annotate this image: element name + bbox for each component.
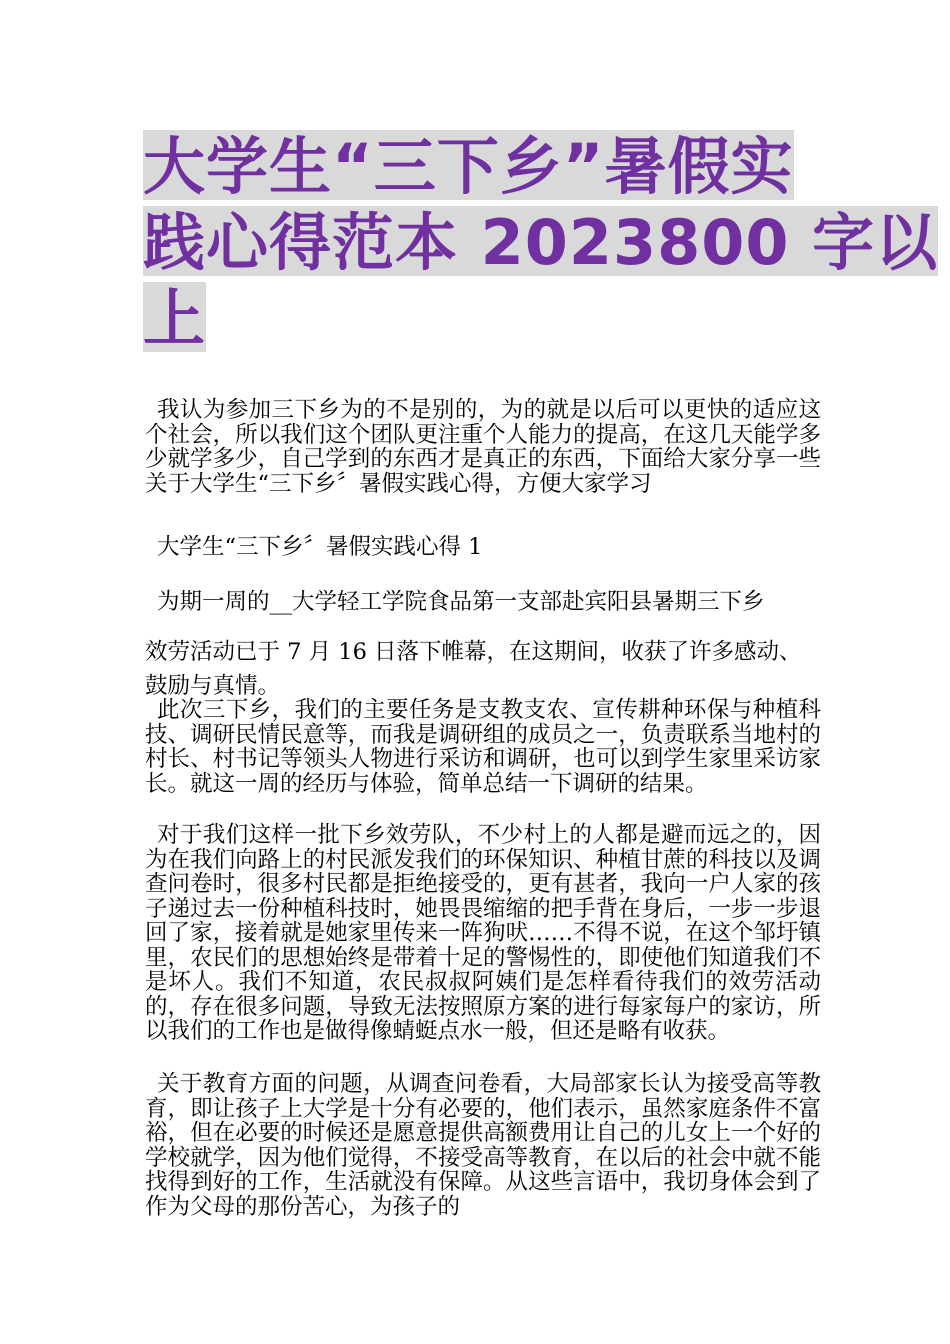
paragraph-1-line-1: 为期一周的__大学轻工学院食品第一支部赴宾阳县暑期三下乡 bbox=[157, 589, 765, 615]
paragraph-4-block bbox=[145, 1072, 821, 1219]
paragraph-3: 对于我们这样一批下乡效劳队，不少村上的人都是避而远之的，因为在我们向路上的村民派发我们的环保知识、种植甘蔗的科技以及调查问卷时，很多村民都是拒绝接受的，更有甚者，我向一户人家的孩子递过去一份种植科技时，她畏畏缩缩的把手背在身后，一步一步退回了家，接着就是她家里传来一阵狗吠……不得不说，在这个邹圩镇里，农民们的思想始终是带着十足的警惕性的，即使他们知道我们不是坏人。我们不知道，农民叔叔阿姨们是怎样看待我们的效劳活动的，存在很多问题，导致无法按照原方案的进行每家每户的家访，所以我们的工作也是做得像蜻蜓点水一般，但还是略有收获。 bbox=[145, 822, 821, 1044]
title-line-2: 践心得范本 2023800 字以 bbox=[143, 206, 939, 279]
title-line-1: 大学生“三下乡”暑假实 bbox=[143, 130, 794, 203]
paragraph-3-block bbox=[145, 823, 821, 1044]
intro-paragraph: 我认为参加三下乡为的不是别的，为的就是以后可以更快的适应这个社会，所以我们这个团队更注重个人能力的提高，在这几天能学多少就学多少，自己学到的东西才是真正的东西，下面给大家分享一些关于大学生“三下乡〞暑假实践心得，方便大家学习 bbox=[145, 397, 821, 497]
section-heading-block bbox=[145, 535, 821, 560]
paragraph-2: 此次三下乡，我们的主要任务是支教支农、宣传耕种环保与种植科技、调研民情民意等，而我是调研组的成员之一，负责联系当地村的村长、村书记等领头人物进行采访和调研，也可以到学生家里采访家长。就这一周的经历与体验，简单总结一下调研的结果。 bbox=[145, 697, 821, 797]
paragraph-2-block bbox=[145, 698, 821, 796]
intro-paragraph-block bbox=[145, 398, 821, 496]
section-heading: 大学生“三下乡〞暑假实践心得 1 bbox=[157, 534, 483, 560]
paragraph-1 bbox=[145, 580, 821, 698]
paragraph-1-line-3: 鼓励与真情。 bbox=[145, 673, 281, 699]
paragraph-4: 关于教育方面的问题，从调查问卷看，大局部家长认为接受高等教育，即让孩子上大学是十分有必要的，他们表示，虽然家庭条件不富裕，但在必要的时候还是愿意提供高额费用让自己的儿女上一个好的学校就学，因为他们觉得，不接受高等教育，在以后的社会中就不能找得到好的工作，生活就没有保障。从这些言语中，我切身体会到了作为父母的那份苦心，为孩子的 bbox=[145, 1071, 821, 1220]
paragraph-1-line-2: 效劳活动已于 7 月 16 日落下帷幕，在这期间，收获了许多感动、 bbox=[145, 639, 802, 665]
document-title bbox=[143, 130, 939, 358]
title-line-3: 上 bbox=[143, 282, 207, 355]
